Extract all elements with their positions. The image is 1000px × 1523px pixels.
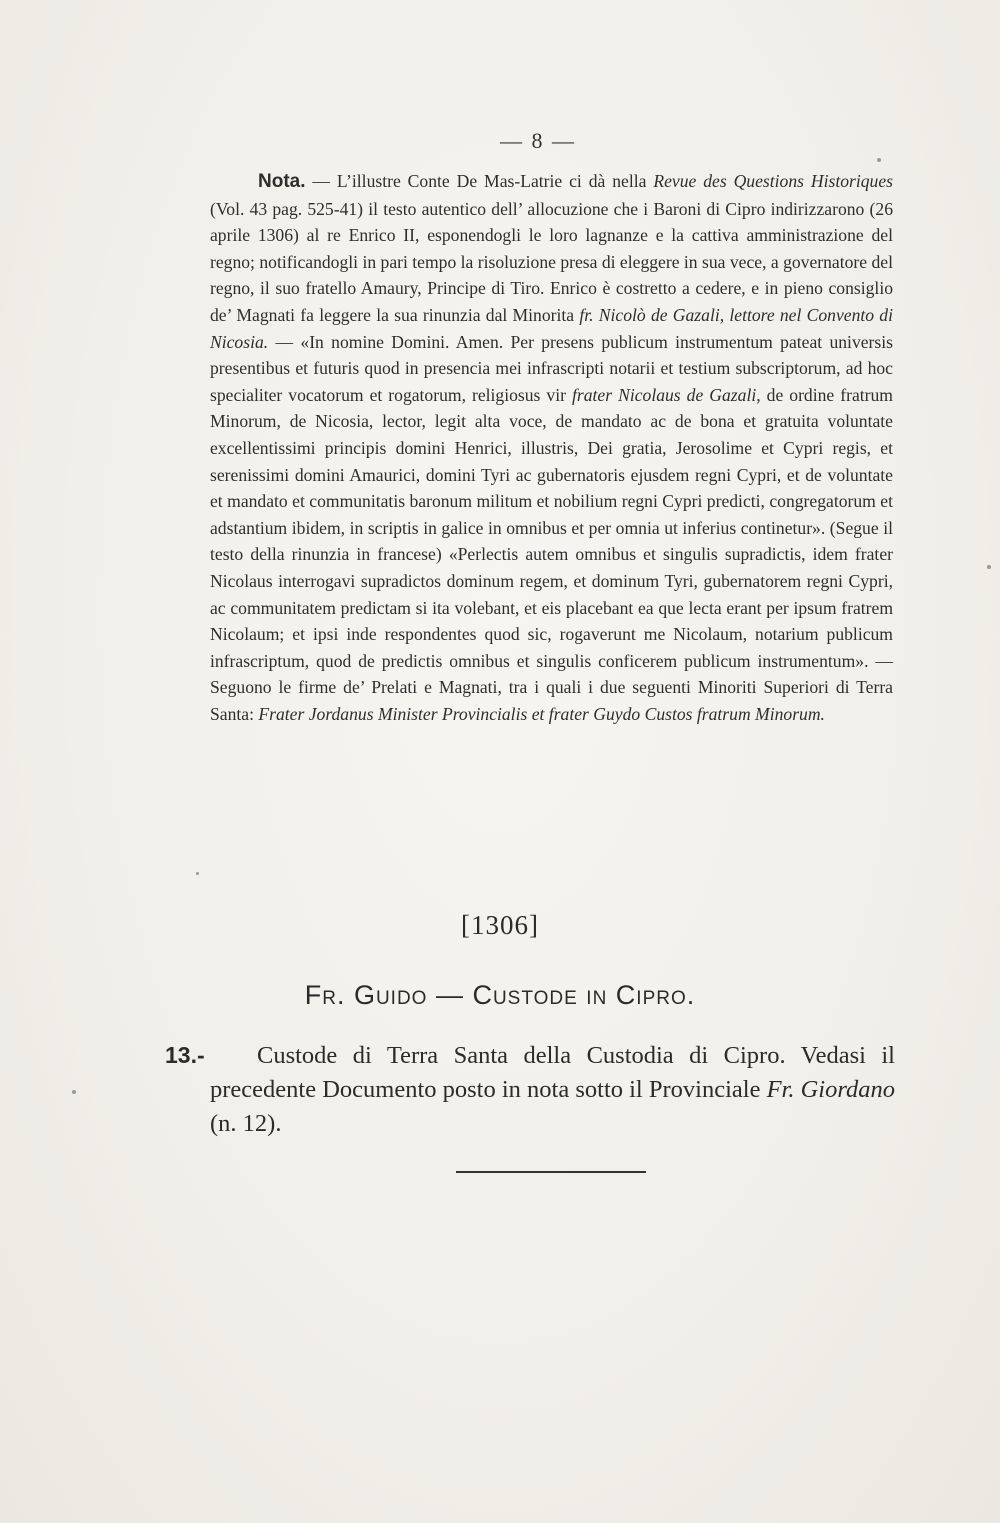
paper-speck [987,565,991,569]
paper-speck [196,872,199,875]
footnote-block [210,168,893,727]
paper-speck [72,1090,76,1094]
frater-name: frater Nicolaus de Gazali, [572,384,761,405]
journal-title: Revue des Questions Historiques [653,171,893,191]
page-number: — 8 — [500,128,576,153]
year-heading: [1306] [461,910,539,940]
entry-name: Fr. Giordano [766,1076,895,1103]
entry-13 [165,1038,895,1141]
section-heading: Fr. Guido — Custode in Cipro. [304,980,696,1010]
signers-names: Frater Jordanus Minister Provincialis et frater Guydo Custos fratrum Minorum. [258,703,825,724]
note-text-2: — «In nomine Domini. Amen. Per presens publicum instrumentum pateat universis presentibus et futuris quod in presencia mei infrascripti notarii et testium subscriptorum, ad hoc specialiter vocatorum et rogatorum, religiosus vir [210,331,893,405]
paper-speck [877,158,881,162]
note-text-3: de ordine fratrum Minorum, de Nicosia, lector, legit alta voce, de mandato ac de bona et gratuita voluntate excellentissimi principis domini Henrici, illustris, Dei gratia, Jerosolime et Cypri regis, et serenissimi domini Amaurici, domini Tyri ac gubernatoris ejusdem regni Cypri, et de voluntate et mandato et communitatis baronum militum et nobilium regni Cypri predicti, congregatorum et adstantium ibidem, in scriptis in galice in omnibus et per omnia ut inferius continetur». (Segue il testo della rinunzia in francese) «Perlectis autem omnibus et singulis supradictis, idem frater Nicolaus interrogavi supradictos dominum regem, et dominum Tyri, gubernatorem regni Cypri, ac communitatem predictam si ita volebant, et eis placebant ea que lecta erant per ipsum fratrem Nicolaum; et ipsi inde respondentes quod sic, rogaverunt me Nicolaum, notarium publicum infrascriptum, quod de predictis omnibus et singulis conficerem publicum instrumentum». — Seguono le firme de’ Prelati e Magnati, tra i quali i due seguenti Minoriti Superiori di Terra Santa: [210,384,893,724]
note-text-intro: — L’illustre Conte De Mas-Latrie ci dà nella [305,171,654,191]
entry-text-2: (n. 12). [210,1110,282,1137]
entry-body [165,1039,895,1141]
footnote-paragraph [210,168,893,727]
entry-text-1: Custode di Terra Santa della Custodia di Cipro. Vedasi il precedente Documento posto in nota sotto il Provinciale [210,1042,895,1103]
friar-name: fr. Nicolò de Gazali, lettore nel Convento di Nicosia. [210,304,893,352]
entry-number: 13.- [165,1042,205,1068]
note-label: Nota. [258,171,306,192]
closing-rule [456,1171,646,1173]
note-text-1: (Vol. 43 pag. 525-41) il testo autentico dell’ allocuzione che i Baroni di Cipro indirizzarono (26 aprile 1306) al re Enrico II, esponendogli le loro lagnanze e la cattiva amministrazione del regno; notificandogli in pari tempo la risoluzione presa di eleggere in sua vece, a governatore del regno, il suo fratello Amaury, Principe di Tiro. Enrico è costretto a cedere, e in pieno consiglio de’ Magnati fa leggere la sua rinunzia dal Minorita [210,198,893,325]
